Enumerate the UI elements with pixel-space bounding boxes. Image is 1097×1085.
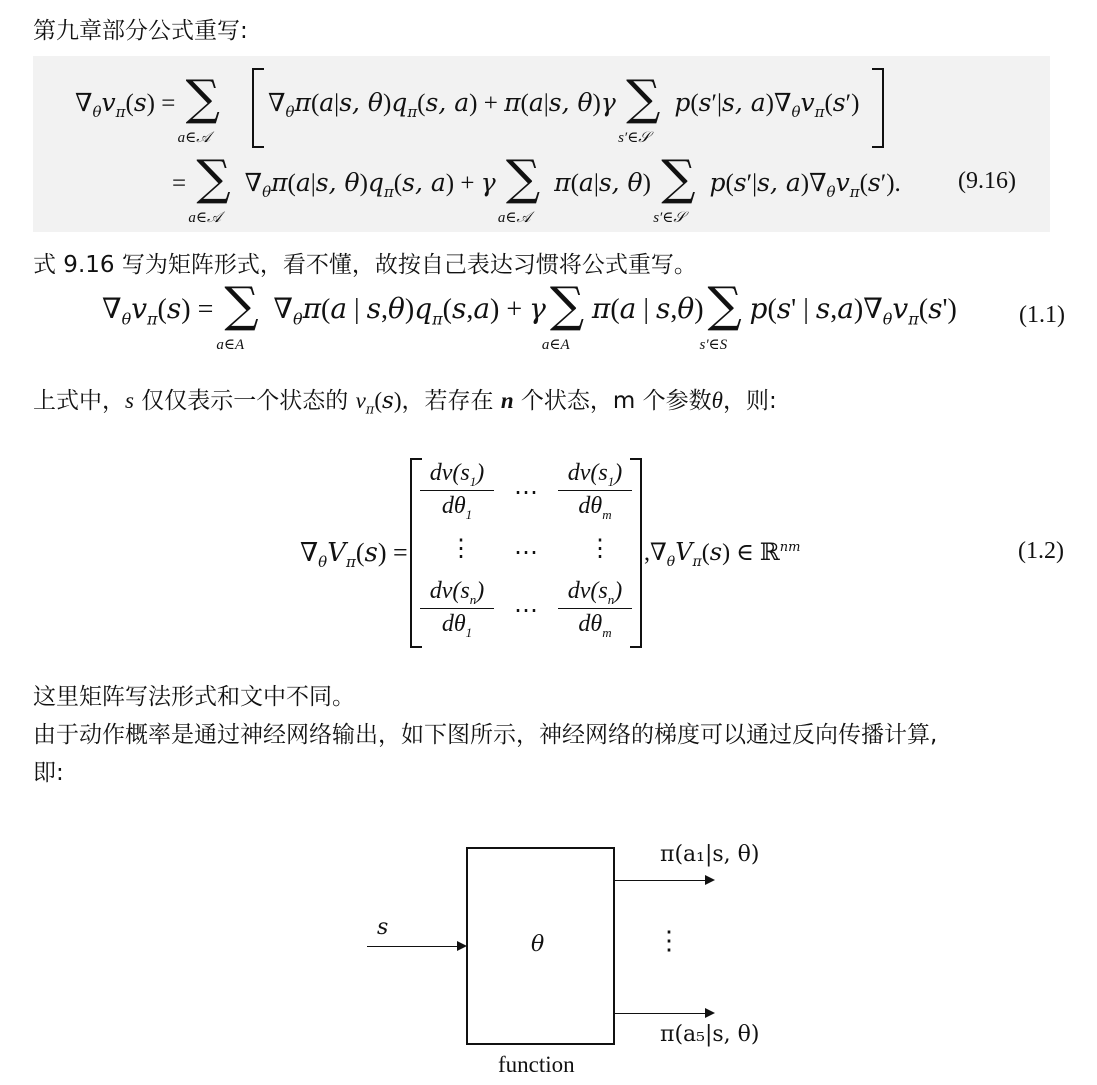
matrix-cell-n1: $\frac{dv(s_n)}{d\theta_1}$ xyxy=(420,578,494,641)
eq-11-number: (1.1) xyxy=(1019,302,1065,328)
matrix-cell-nm: $dv(s_n)$ $d\theta_m$ xyxy=(558,578,632,641)
eq-12-rhs: $,\nabla_\theta V_\pi(s)$ ∈ ℝ$^{nm}$ xyxy=(644,538,801,570)
output-bottom-arrow-line xyxy=(615,1013,705,1014)
eq-12-number: (1.2) xyxy=(1018,538,1064,564)
eq-916-line2: = ∑ a∈𝒜 $\nabla_\theta\pi(a|s$, $\theta)q_\pi(s$, a) + γ ∑ a∈𝒜 π(a|s, θ) ∑ s′∈𝒮 p(s′|s, $a)\nabla_\theta v_\pi(s')$. xyxy=(172,150,901,227)
para-s-prefix: 上式中， xyxy=(33,388,125,414)
eq-916-number: (9.16) xyxy=(958,168,1016,194)
output-bottom-arrow-head xyxy=(705,1008,715,1018)
para-s-mid1: 仅仅表示一个状态的 xyxy=(133,388,356,414)
matrix-cell-1m: $dv(s_1)$ $d\theta_m$ xyxy=(558,460,632,523)
heading-text: 第九章部分公式重写: xyxy=(33,18,248,44)
eq-916-line1: $\nabla_\theta v_\pi(s)$ = ∑ a∈𝒜 xyxy=(75,70,220,147)
left-bracket xyxy=(252,68,264,148)
output-vdots: ⋮ xyxy=(656,926,682,956)
matrix-cell-11: $\frac{dv(s_1)}{d\theta_1}$ xyxy=(420,460,494,523)
paragraph-matrix-note: 这里矩阵写法形式和文中不同。 xyxy=(33,684,355,710)
input-arrow-line xyxy=(367,946,457,947)
para-s-mid3: 个状态，m 个参数 xyxy=(513,388,712,414)
theta-label: θ xyxy=(531,932,545,957)
output-top-arrow-head xyxy=(705,875,715,885)
paragraph-nn-line2: 即: xyxy=(33,760,64,786)
eq-11: $\nabla_\theta v_\pi(s)$ = ∑ a∈A $\nabla_\theta\pi(a$ | $s,\theta)q_\pi(s,a) + \gamma$ ∑ a∈A π(a | s,θ) ∑ s'∈S p(s' | $s,a)\nabla_\theta v_\pi(s')$ xyxy=(102,276,957,353)
right-bracket xyxy=(872,68,884,148)
matrix-hdots-3: ⋯ xyxy=(514,598,538,624)
input-s-label: s xyxy=(377,915,389,940)
output-top-arrow-line xyxy=(615,880,705,881)
eq-12-lhs: $\nabla_\theta V_\pi(s)$ = xyxy=(300,538,408,572)
output-top-label: π(a₁|s, θ) xyxy=(660,842,760,867)
matrix-vdots-2: ⋮ xyxy=(588,536,612,562)
input-arrow-head xyxy=(457,941,467,951)
para-s-suffix: ，则: xyxy=(722,388,777,414)
matrix-hdots-1: ⋯ xyxy=(514,480,538,506)
eq-916-line1-body: $\nabla_\theta\pi(a|s$, $\theta)q_\pi(s$, a) + π(a|s, θ)γ ∑ s′∈𝒮 p(s′|s, $a)\nabla_\theta v_\pi(s')$ xyxy=(268,70,860,147)
paragraph-916: 式 9.16 写为矩阵形式，看不懂，故按自己表达习惯将公式重写。 xyxy=(33,252,697,278)
paragraph-nn-line1: 由于动作概率是通过神经网络输出，如下图所示，神经网络的梯度可以通过反向传播计算, xyxy=(33,722,938,748)
matrix-vdots-1: ⋮ xyxy=(449,536,473,562)
diagram-caption: function xyxy=(498,1052,575,1077)
matrix-hdots-2: ⋯ xyxy=(514,540,538,566)
output-bottom-label: π(a₅|s, θ) xyxy=(660,1022,760,1047)
paragraph-state: 上式中，s 仅仅表示一个状态的 $v_\pi(s)$，若存在 n 个状态，m 个参数θ，则: xyxy=(33,388,777,418)
para-s-mid2: ，若存在 xyxy=(401,388,501,414)
